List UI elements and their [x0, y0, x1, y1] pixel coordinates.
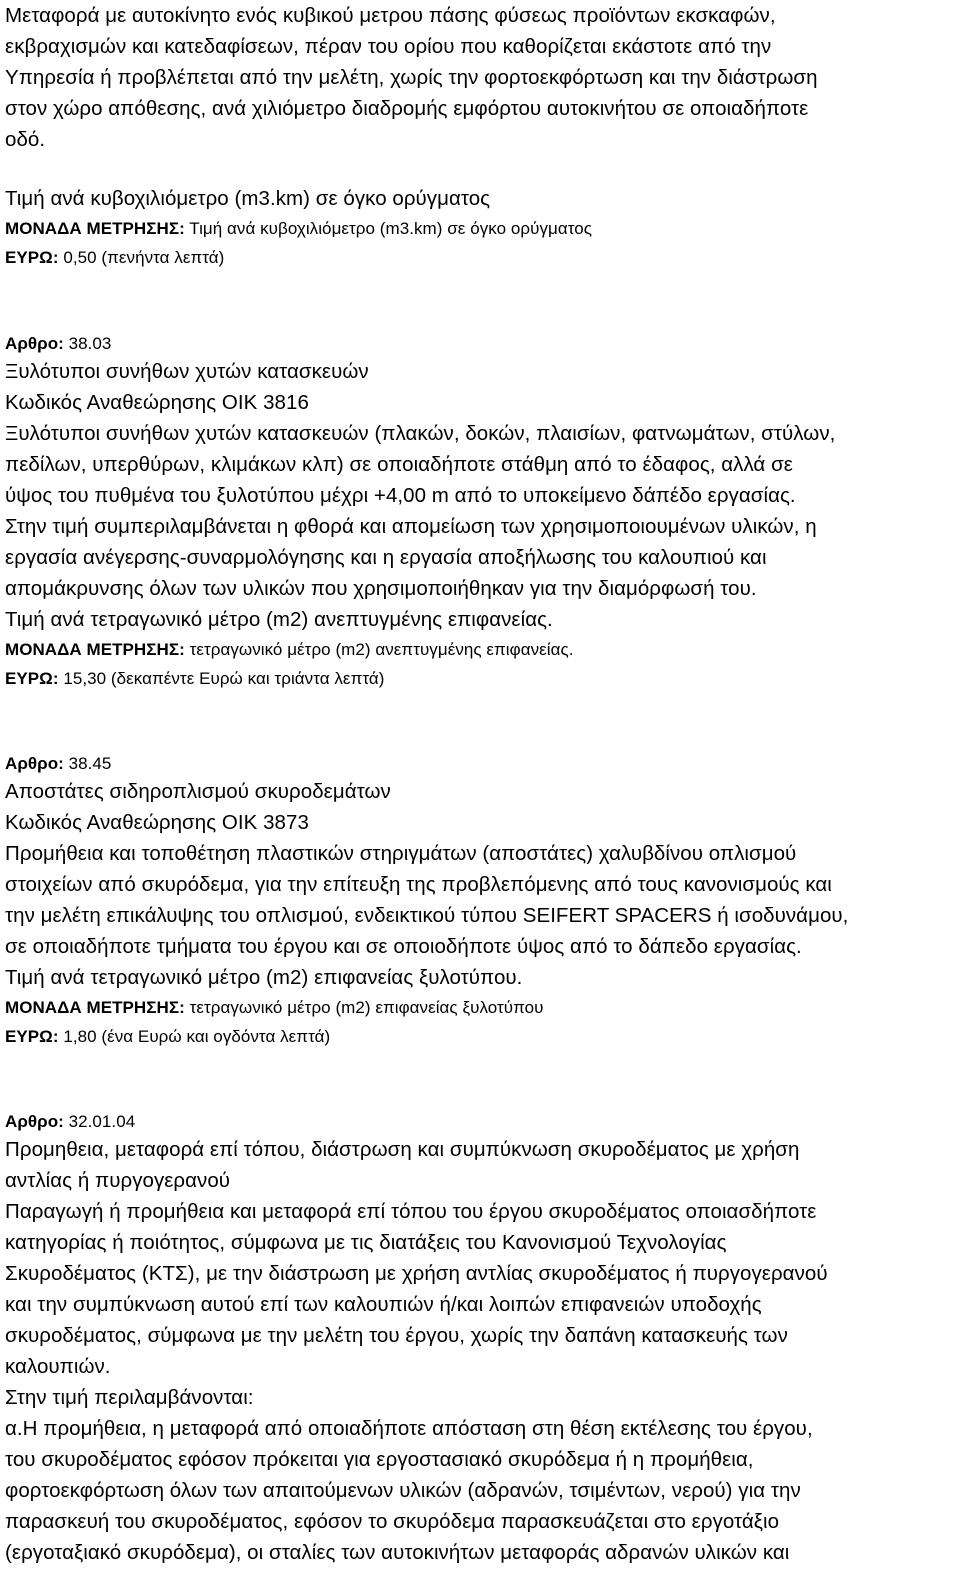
euro-label: ΕΥΡΩ: — [5, 248, 59, 267]
article-32-01-04-line-10: α.Η προμήθεια, η μεταφορά από οποιαδήποτε απόσταση στη θέση εκτέλεσης του έργου, — [5, 1417, 813, 1440]
article-32-01-04-line-2: αντλίας ή πυργογερανού — [5, 1169, 231, 1192]
article-number: 32.01.04 — [63, 1112, 136, 1131]
article-38-03-code: Κωδικός Αναθεώρησης ΟΙΚ 3816 — [5, 391, 309, 414]
article-32-01-04-line-6: και την συμπύκνωση αυτού επί των καλουπιών ή/και λοιπών επιφανειών υποδοχής — [5, 1293, 762, 1316]
article-38-03-line-7: Τιμή ανά τετραγωνικό μέτρο (m2) ανεπτυγμένης επιφανείας. — [5, 608, 553, 631]
article-38-03-unit-line — [5, 634, 574, 665]
article-38-03-euro-line — [5, 663, 384, 694]
article-38-03-line-1: Ξυλότυποι συνήθων χυτών κατασκευών (πλακών, δοκών, πλαισίων, φατνωμάτων, στύλων, — [5, 422, 836, 445]
unit-value: τετραγωνικό μέτρο (m2) επιφανείας ξυλοτύπου — [184, 998, 544, 1017]
unit-label: ΜΟΝΑΔΑ ΜΕΤΡΗΣΗΣ: — [5, 640, 185, 659]
article-32-01-04-line-3: Παραγωγή ή προμήθεια και μεταφορά επί τόπου του έργου σκυροδέματος οποιασδήποτε — [5, 1200, 817, 1223]
article-38-03-heading — [5, 328, 111, 359]
article-32-01-04-line-11: του σκυροδέματος εφόσον πρόκειται για εργοστασιακό σκυρόδεμα ή η προμήθεια, — [5, 1448, 754, 1471]
article-number: 38.03 — [63, 334, 112, 353]
article-38-45-line-4: σε οποιαδήποτε τμήματα του έργου και σε οποιοδήποτε ύψος από το δάπεδο εργασίας. — [5, 935, 802, 958]
euro-label: ΕΥΡΩ: — [5, 669, 59, 688]
article-32-01-04-line-7: σκυροδέματος, σύμφωνα με την μελέτη του έργου, χωρίς την δαπάνη κατασκευής των — [5, 1324, 788, 1347]
euro-value: 0,50 (πενήντα λεπτά) — [58, 248, 225, 267]
intro-line-2: εκβραχισμών και κατεδαφίσεων, πέραν του ορίου που καθορίζεται εκάστοτε από την — [5, 35, 772, 58]
unit-value: τετραγωνικό μέτρο (m2) ανεπτυγμένης επιφανείας. — [184, 640, 574, 659]
article-38-45-line-3: την μελέτη επικάλυψης του οπλισμού, ενδεικτικού τύπου SEIFERT SPACERS ή ισοδυνάμου, — [5, 904, 849, 927]
article-38-03-title: Ξυλότυποι συνήθων χυτών κατασκευών — [5, 360, 369, 383]
article-38-45-heading — [5, 748, 111, 779]
article-32-01-04-line-1: Προμηθεια, μεταφορά επί τόπου, διάστρωση και συμπύκνωση σκυροδέματος με χρήση — [5, 1138, 800, 1161]
article-38-03-line-2: πεδίλων, υπερθύρων, κλιμάκων κλπ) σε οποιαδήποτε στάθμη από το έδαφος, αλλά σε — [5, 453, 793, 476]
article-38-45-code: Κωδικός Αναθεώρησης ΟΙΚ 3873 — [5, 811, 309, 834]
article-38-03-line-5: εργασία ανέγερσης-συναρμολόγησης και η εργασία αποξήλωσης του καλουπιού και — [5, 546, 767, 569]
article-32-01-04-line-9: Στην τιμή περιλαμβάνονται: — [5, 1386, 254, 1409]
article-38-45-euro-line — [5, 1021, 330, 1052]
article-38-03-line-4: Στην τιμή συμπεριλαμβάνεται η φθορά και απομείωση των χρησιμοποιουμένων υλικών, η — [5, 515, 817, 538]
intro-euro-line — [5, 242, 224, 273]
intro-line-3: Υπηρεσία ή προβλέπεται από την μελέτη, χωρίς την φορτοεκφόρτωση και την διάστρωση — [5, 66, 818, 89]
unit-label: ΜΟΝΑΔΑ ΜΕΤΡΗΣΗΣ: — [5, 998, 185, 1017]
intro-line-1: Μεταφορά με αυτοκίνητο ενός κυβικού μετρου πάσης φύσεως προϊόντων εκσκαφών, — [5, 4, 776, 27]
article-38-45-title: Αποστάτες σιδηροπλισμού σκυροδεμάτων — [5, 780, 391, 803]
article-label: Αρθρο: — [5, 334, 64, 353]
unit-label: ΜΟΝΑΔΑ ΜΕΤΡΗΣΗΣ: — [5, 219, 185, 238]
article-38-45-line-2: στοιχείων από σκυρόδεμα, για την επίτευξη της προβλεπόμενης από τους κανονισμούς και — [5, 873, 832, 896]
article-32-01-04-line-14: (εργοταξιακό σκυρόδεμα), οι σταλίες των αυτοκινήτων μεταφοράς αδρανών υλικών και — [5, 1541, 790, 1564]
euro-label: ΕΥΡΩ: — [5, 1027, 59, 1046]
article-32-01-04-line-4: κατηγορίας ή ποιότητος, σύμφωνα με τις διατάξεις του Κανονισμού Τεχνολογίας — [5, 1231, 727, 1254]
euro-value: 15,30 (δεκαπέντε Ευρώ και τριάντα λεπτά) — [58, 669, 385, 688]
intro-line-5: οδό. — [5, 128, 46, 151]
article-32-01-04-line-5: Σκυροδέματος (ΚΤΣ), με την διάστρωση με χρήση αντλίας σκυροδέματος ή πυργογερανού — [5, 1262, 828, 1285]
article-32-01-04-line-8: καλουπιών. — [5, 1355, 111, 1378]
intro-unit-line — [5, 213, 592, 244]
article-32-01-04-line-12: φορτοεκφόρτωση όλων των απαιτούμενων υλικών (αδρανών, τσιμέντων, νερού) για την — [5, 1479, 801, 1502]
article-32-01-04-line-13: παρασκευή του σκυροδέματος, εφόσον το σκυρόδεμα παρασκευάζεται στο εργοτάξιο — [5, 1510, 780, 1533]
article-label: Αρθρο: — [5, 754, 64, 773]
article-number: 38.45 — [63, 754, 112, 773]
article-38-03-line-6: απομάκρυνσης όλων των υλικών που χρησιμοποιήθηκαν για την διαμόρφωσή του. — [5, 577, 757, 600]
article-label: Αρθρο: — [5, 1112, 64, 1131]
article-32-01-04-heading — [5, 1106, 135, 1137]
unit-value: Τιμή ανά κυβοχιλιόμετρο (m3.km) σε όγκο ορύγματος — [184, 219, 592, 238]
euro-value: 1,80 (ένα Ευρώ και ογδόντα λεπτά) — [58, 1027, 331, 1046]
article-38-03-line-3: ύψος του πυθμένα του ξυλοτύπου μέχρι +4,00 m από το υποκείμενο δάπέδο εργασίας. — [5, 484, 796, 507]
article-38-45-unit-line — [5, 992, 544, 1023]
article-38-45-line-5: Τιμή ανά τετραγωνικό μέτρο (m2) επιφανείας ξυλοτύπου. — [5, 966, 523, 989]
article-38-45-line-1: Προμήθεια και τοποθέτηση πλαστικών στηριγμάτων (αποστάτες) χαλυβδίνου οπλισμού — [5, 842, 797, 865]
intro-line-4: στον χώρο απόθεσης, ανά χιλιόμετρο διαδρομής εμφόρτου αυτοκινήτου σε οποιαδήποτε — [5, 97, 809, 120]
intro-price-description: Τιμή ανά κυβοχιλιόμετρο (m3.km) σε όγκο ορύγματος — [5, 187, 491, 210]
